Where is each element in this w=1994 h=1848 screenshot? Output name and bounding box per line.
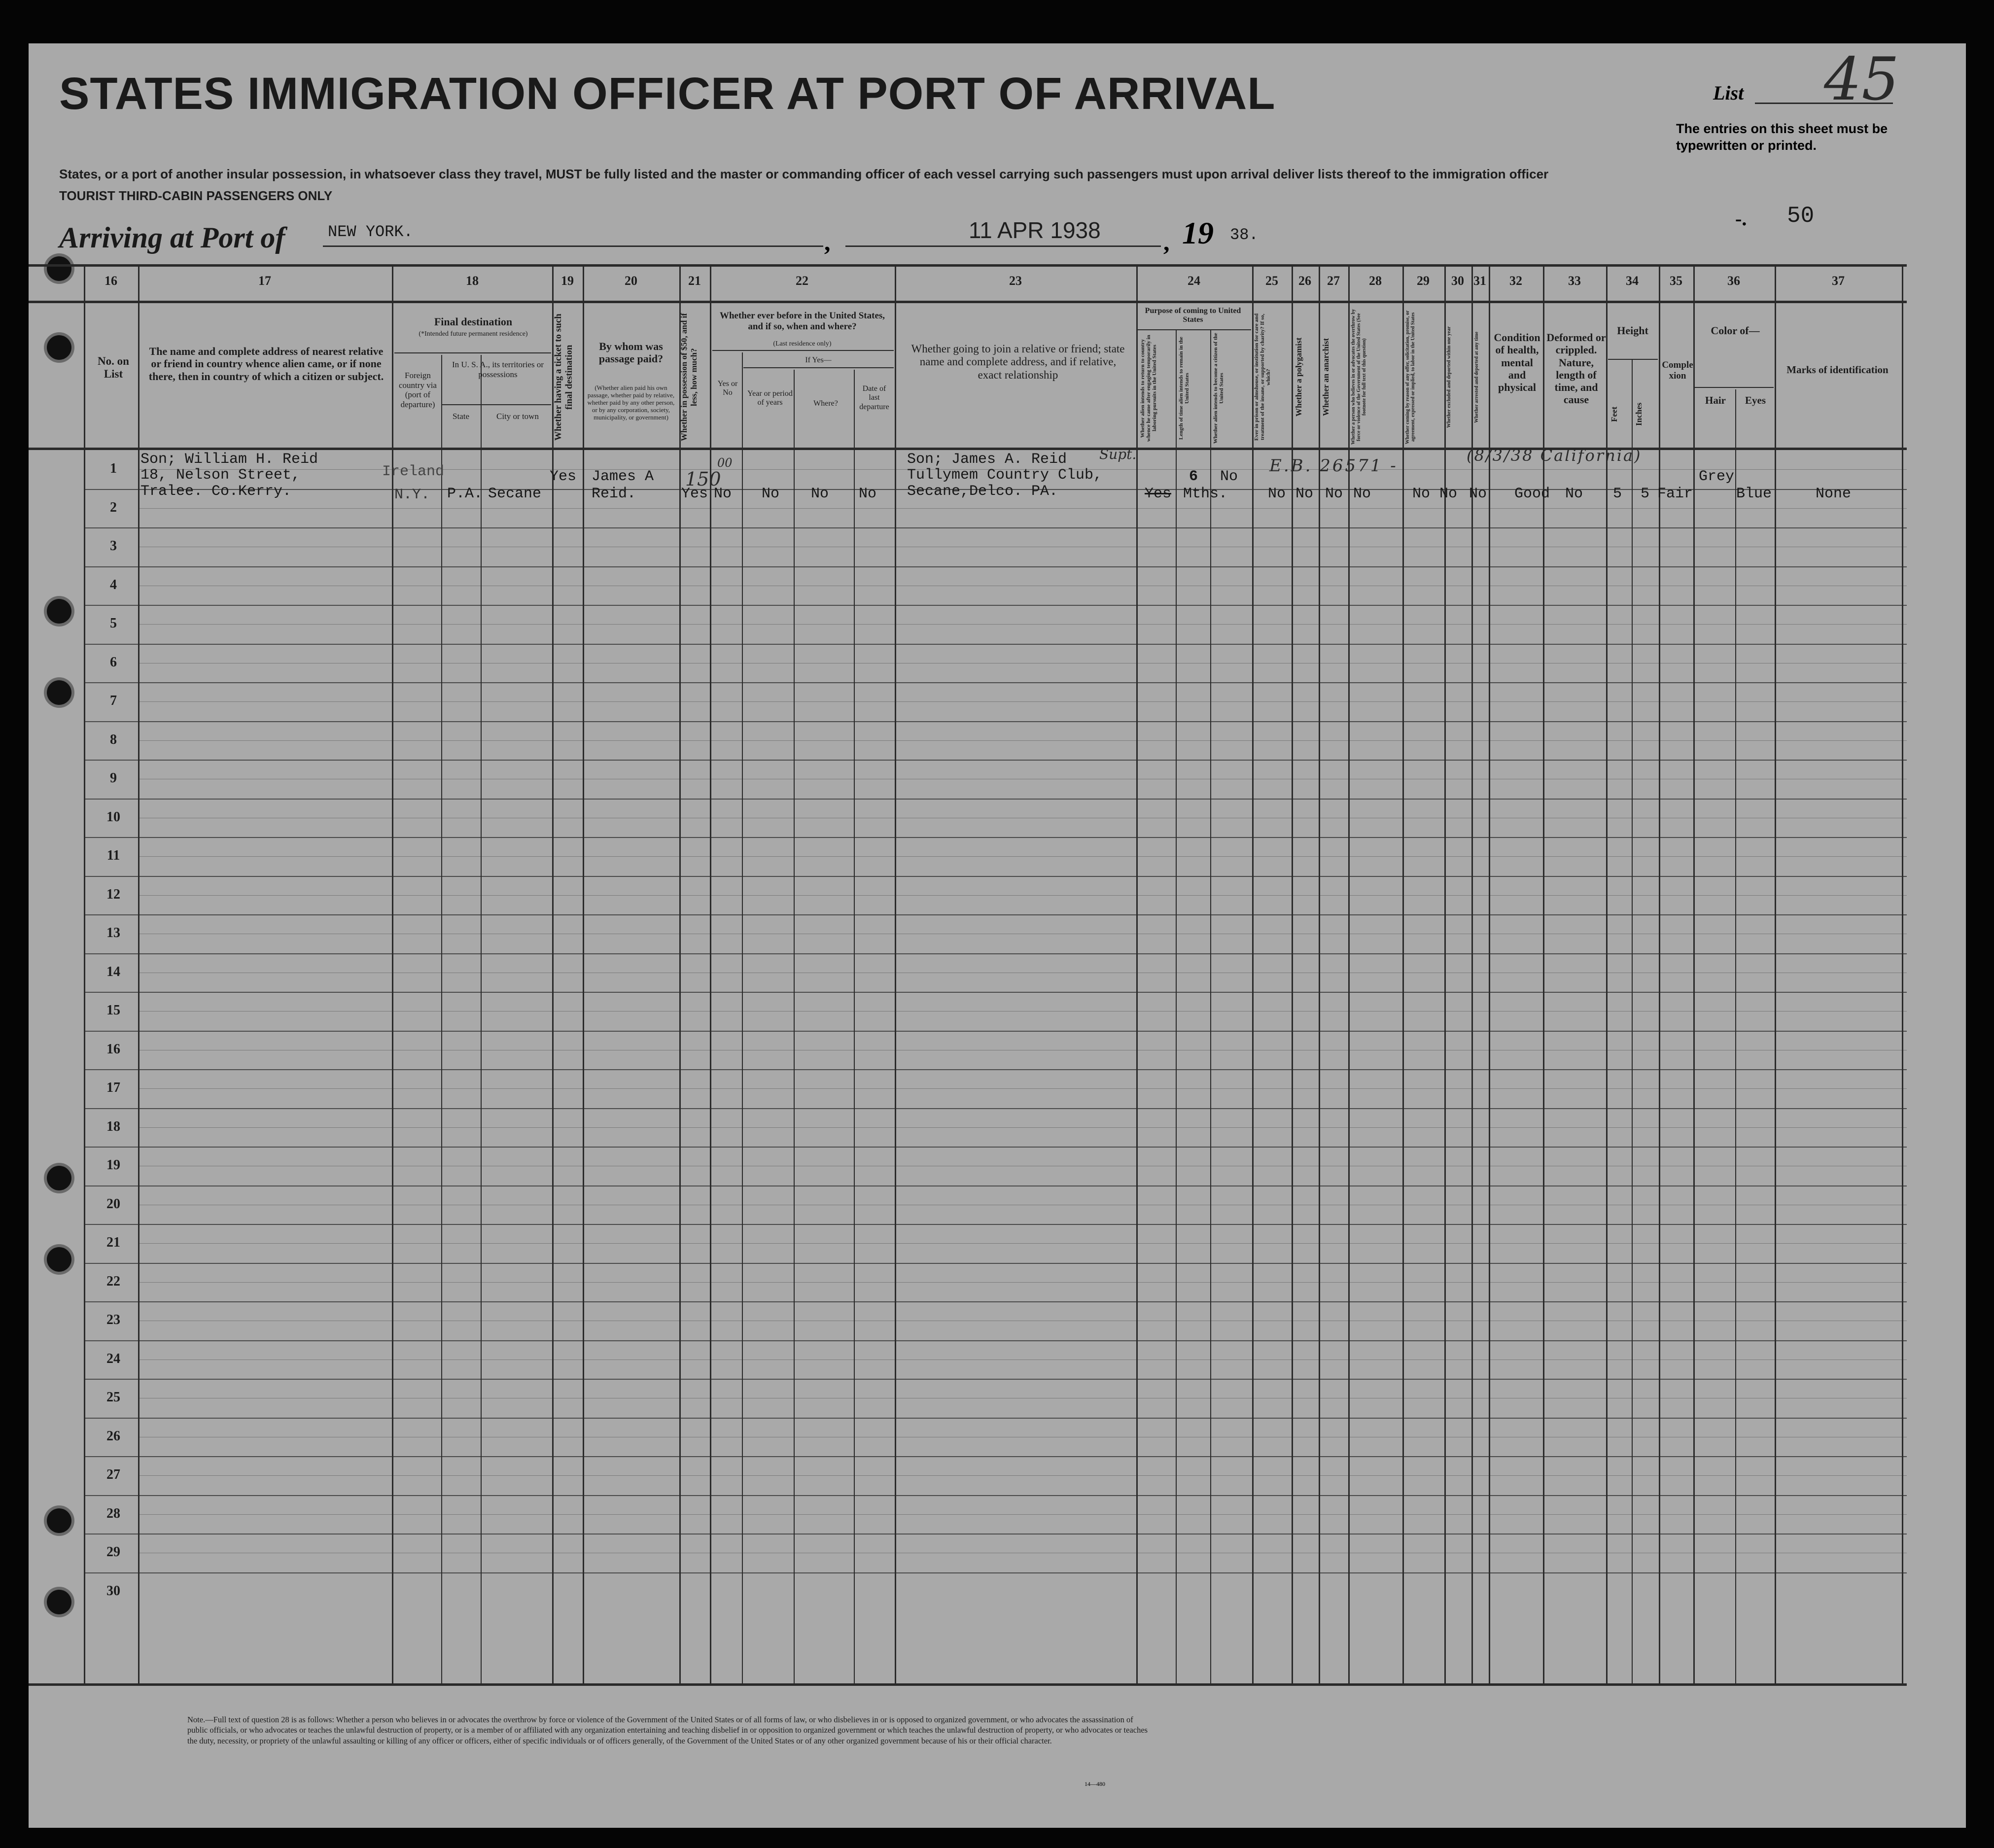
row-number: 10 (106, 809, 120, 825)
column-number: 37 (1832, 274, 1845, 288)
header-purpose: Purpose of coming to United States (1145, 307, 1241, 324)
column-number: 34 (1626, 274, 1639, 288)
header-hair: Hair (1705, 394, 1726, 406)
entry-relative-line1: Son; William H. Reid (140, 451, 318, 468)
row-subline (138, 1514, 1907, 1515)
column-number: 36 (1727, 274, 1740, 288)
row-line (84, 566, 1907, 567)
row-number: 17 (106, 1080, 120, 1095)
colnum-divider (29, 301, 1907, 303)
entry-year-period: No (762, 486, 780, 502)
column-rule (1606, 264, 1608, 1684)
header-sub-rule (1138, 329, 1251, 330)
column-rule (1348, 264, 1350, 1684)
port-value: NEW YORK. (328, 223, 413, 241)
entry-annotation-ca: (8/3/38 California) (1467, 446, 1642, 465)
entry-join-line2: Tullymem Country Club, (907, 467, 1103, 484)
entry-health: Good (1514, 486, 1550, 502)
header-complexion: Complexion (1662, 360, 1693, 381)
entry-join-note: Supt. (1099, 446, 1137, 462)
entry-date-departure: No (859, 486, 877, 502)
column-rule (1402, 264, 1404, 1684)
row-number: 12 (106, 887, 120, 902)
entry-paid-by-1: James A (592, 468, 654, 485)
page-title: STATES IMMIGRATION OFFICER AT PORT OF ARRIVAL (59, 69, 1276, 119)
binder-hole (47, 335, 71, 360)
column-number: 31 (1473, 274, 1486, 288)
row-line (84, 682, 1907, 683)
row-line (84, 1572, 1907, 1573)
date-stamp: 11 APR 1938 (969, 217, 1101, 243)
row-number: 19 (106, 1157, 120, 1173)
header-final-destination-sub: (*Intended future permanent residence) (419, 330, 528, 338)
row-number: 18 (106, 1119, 120, 1134)
row-line (84, 644, 1907, 645)
column-number: 23 (1009, 274, 1022, 288)
manifest-sheet (29, 43, 1966, 1828)
year-comma: , (1163, 228, 1170, 256)
binder-hole (47, 1247, 71, 1272)
row-line (84, 1418, 1907, 1419)
row-number: 27 (106, 1467, 120, 1482)
header-year-period: Year or period of years (747, 389, 793, 407)
column-rule (138, 264, 140, 1684)
entry-annotation-eb: E.B. 26571 - (1269, 456, 1398, 476)
column-rule (1136, 264, 1138, 1684)
header-ever-before-sub: (Last residence only) (773, 340, 832, 348)
header-q29: Whether coming by reason of any offer, solicitation, promise, or agreement, expressed or implied, to labor in the United States (1405, 310, 1416, 444)
column-number: 18 (466, 274, 479, 288)
row-line (84, 1495, 1907, 1496)
header-eyes: Eyes (1745, 394, 1766, 406)
row-number: 1 (110, 461, 117, 476)
date-comma: , (824, 228, 831, 256)
row-line (84, 1340, 1907, 1341)
column-number: 24 (1188, 274, 1200, 288)
column-rule (895, 264, 896, 1684)
year-suffix: 38. (1230, 226, 1259, 244)
row-number: 7 (110, 693, 117, 708)
column-number: 16 (105, 274, 117, 288)
row-line (84, 1147, 1907, 1148)
header-sub-rule (712, 350, 894, 351)
arriving-label: Arriving at Port of (59, 221, 285, 254)
entry-citizen: No (1220, 468, 1238, 485)
column-rule (583, 264, 584, 1684)
class-line: TOURIST THIRD-CABIN PASSENGERS ONLY (59, 188, 333, 203)
entry-q29: No (1412, 486, 1431, 502)
header-sub-rule (394, 352, 551, 353)
column-number: 22 (796, 274, 808, 288)
header-height: Height (1617, 324, 1648, 337)
entry-complexion: Fair (1657, 486, 1693, 502)
header-sub-rule (743, 367, 894, 368)
row-line (84, 799, 1907, 800)
sub-column-rule (854, 370, 855, 1684)
header-color-of: Color of— (1711, 324, 1760, 337)
header-join-relative: Whether going to join a relative or friend; state name and complete address, and if relative, exact relationship (911, 343, 1125, 381)
entry-join-line1: Son; James A. Reid (907, 451, 1067, 468)
header-q31: Whether arrested and deported at any time (1474, 331, 1479, 423)
entry-polygamist: No (1295, 486, 1314, 502)
entry-eyes: Blue (1736, 486, 1772, 502)
header-where: Where? (813, 399, 838, 408)
header-deformed: Deformed or crippled. Nature, length of time, and cause (1546, 331, 1606, 406)
row-line (84, 876, 1907, 877)
row-line (84, 760, 1907, 761)
row-number: 16 (106, 1042, 120, 1057)
row-subline (138, 508, 1907, 509)
entry-anarchist: No (1325, 486, 1343, 502)
column-number: 30 (1451, 274, 1464, 288)
footnote-q28: Note.—Full text of question 28 is as follows: Whether a person who believes in or advocates the overthrow by force or violence of the Government of the United States or of all forms of law, or who disbelieves in or is opposed to organized government, or who advocates the assassination of public officials, or who advocates or teaches the unlawful destruction of property, or is a member of or affiliated with any organization entertaining and teaching disbelief in or opposition to organized government or which teaches the unlawful destruction of property, or who advocates or teaches the duty, necessity, or propriety of the unlawful assaulting or killing of any officer or officers, either of specific individuals or of officers generally, of the Government of the United States or of any other organized government because of his or their official character. (187, 1715, 1148, 1745)
entry-port-departure: N.Y. (394, 487, 430, 503)
row-number: 24 (106, 1351, 120, 1366)
row-number: 15 (106, 1003, 120, 1018)
table-bottom-border (29, 1683, 1907, 1686)
header-polygamist: Whether a polygamist (1294, 337, 1303, 417)
column-rule (1319, 264, 1320, 1684)
column-number: 17 (258, 274, 271, 288)
column-rule (679, 264, 681, 1684)
column-number: 21 (688, 274, 701, 288)
column-number: 26 (1298, 274, 1311, 288)
header-state: State (453, 412, 469, 421)
row-subline (138, 1088, 1907, 1089)
row-subline (138, 1243, 1907, 1244)
row-number: 30 (106, 1583, 120, 1599)
header-yes-no: Yes or No (717, 380, 738, 397)
row-line (84, 527, 1907, 528)
header-become-citizen: Whether alien intends to become a citizen of the United States (1213, 333, 1224, 444)
entry-money-cents: 00 (717, 456, 733, 470)
header-q28: Whether a person who believes in or advocates the overthrow by force or violence of the Government of the United States (See footnote for full text of this question) (1351, 309, 1367, 445)
row-number: 29 (106, 1544, 120, 1560)
row-subline (138, 895, 1907, 896)
row-number: 5 (110, 616, 117, 631)
binder-hole (47, 256, 71, 281)
instruction-text: States, or a port of another insular possession, in whatsoever class they travel, MUST be fully listed and the master or commanding officer of each vessel carrying such passengers must upon arrival deliver lists thereof to the immigration officer (59, 167, 1549, 181)
header-purpose-return: Whether alien intends to return to country whence he came after engaging temporarily in laboring pursuits in the United States (1140, 335, 1157, 442)
row-number: 14 (106, 964, 120, 979)
header-sub-rule (1695, 387, 1774, 388)
sub-column-rule (481, 355, 482, 1684)
sub-column-rule (794, 370, 795, 1684)
row-number: 26 (106, 1429, 120, 1444)
header-passage-paid-sub: (Whether alien paid his own passage, whether paid by relative, whether paid by any other person, or by any corporation, society, municipality, or government) (587, 384, 675, 421)
page-mark: 50 (1787, 203, 1815, 229)
row-subline (138, 701, 1907, 702)
column-rule (1659, 264, 1660, 1684)
sub-column-rule (441, 355, 442, 1684)
year-prefix: 19 (1182, 215, 1214, 250)
row-subline (138, 1282, 1907, 1283)
sub-column-rule (1632, 360, 1633, 1684)
row-subline (138, 856, 1907, 857)
form-number: 14—480 (1084, 1780, 1105, 1787)
column-rule (1775, 264, 1776, 1684)
entry-relative-line3: Tralee. Co.Kerry. (140, 483, 292, 500)
row-number: 25 (106, 1390, 120, 1405)
entry-city: Secane (488, 486, 542, 502)
row-number: 11 (106, 848, 120, 863)
column-number: 28 (1369, 274, 1382, 288)
column-rule (1252, 264, 1254, 1684)
row-number: 13 (106, 925, 120, 941)
header-ticket: Whether having a ticket to such final destination (553, 314, 574, 441)
row-number: 23 (106, 1312, 120, 1327)
row-number: 20 (106, 1196, 120, 1212)
row-number: 2 (110, 500, 117, 515)
row-line (84, 1031, 1907, 1032)
column-number: 27 (1327, 274, 1340, 288)
header-no-on-list: No. on List (98, 355, 129, 381)
sub-column-rule (1210, 330, 1211, 1684)
entry-q28: No (1353, 486, 1371, 502)
column-rule (1292, 264, 1293, 1684)
header-sub-rule (441, 404, 551, 405)
header-prison: Ever in prison or almshouse, or institution for care and treatment of the insane, or supported by charity? If so, which? (1254, 313, 1271, 441)
entry-hair: Grey (1699, 468, 1735, 485)
row-subline (138, 740, 1907, 741)
column-number: 35 (1670, 274, 1682, 288)
entry-inches: 5 (1641, 486, 1650, 502)
entry-purpose-return: Yes (1145, 486, 1172, 502)
row-subline (138, 1127, 1907, 1128)
row-line (84, 1379, 1907, 1380)
column-number: 33 (1568, 274, 1581, 288)
entry-money-amount: 150 (685, 468, 721, 490)
header-foreign-country: Foreign country via (port of departure) (399, 371, 437, 409)
entry-q30: No (1439, 486, 1458, 502)
sub-column-rule (1735, 389, 1736, 1684)
header-inches: Inches (1634, 402, 1644, 426)
header-length-stay: Length of time alien intends to remain in the United States (1178, 337, 1190, 440)
column-rule (1489, 264, 1490, 1684)
row-subline (138, 624, 1907, 625)
row-line (84, 1069, 1907, 1070)
entry-prison: No (1268, 486, 1286, 502)
header-relative: The name and complete address of nearest relative or friend in country whence alien came, or if none there, then in country of which a citizen or subject. (148, 345, 384, 383)
header-passage-paid: By whom was passage paid? (598, 340, 664, 365)
header-if-yes: If Yes— (805, 356, 832, 364)
header-sub-rule (1608, 359, 1658, 360)
entry-ticket: Yes (550, 468, 577, 485)
row-line (84, 721, 1907, 722)
row-number: 6 (110, 655, 117, 670)
entry-money-yes: Yes (681, 486, 708, 502)
row-line (84, 914, 1907, 915)
header-city: City or town (496, 412, 539, 421)
header-marks: Marks of identification (1786, 364, 1889, 376)
list-number: 45 (1824, 45, 1899, 114)
row-number: 3 (110, 538, 117, 554)
row-line (84, 1108, 1907, 1109)
row-line (84, 992, 1907, 993)
row-line (84, 1456, 1907, 1457)
column-number: 19 (561, 274, 574, 288)
header-final-destination: Final destination (434, 315, 513, 328)
row-subline (138, 1475, 1907, 1476)
entry-state: P.A. (447, 486, 483, 502)
row-number: 21 (106, 1235, 120, 1250)
row-number: 4 (110, 577, 117, 593)
entry-where: No (811, 486, 829, 502)
header-date-departure: Date of last departure (859, 384, 889, 411)
column-number: 29 (1417, 274, 1430, 288)
table-top-border (29, 264, 1907, 267)
entry-deformed: No (1565, 486, 1583, 502)
header-money: Whether in possession of $50, and if less, how much? (679, 313, 699, 441)
sub-column-rule (1176, 330, 1177, 1684)
row-line (84, 1224, 1907, 1225)
entry-marks: None (1816, 486, 1852, 502)
column-number: 25 (1265, 274, 1278, 288)
row-number: 8 (110, 732, 117, 747)
page-mark-prefix: -. (1735, 208, 1747, 230)
header-in-usa: In U. S. A., its territories or possessions (452, 360, 544, 379)
entry-feet: 5 (1613, 486, 1622, 502)
column-number: 20 (625, 274, 637, 288)
header-feet: Feet (1609, 406, 1619, 422)
entry-join-line3: Secane,Delco. PA. (907, 483, 1058, 500)
row-line (84, 953, 1907, 954)
sub-column-rule (742, 352, 743, 1684)
entry-relative-line2: 18, Nelson Street, (140, 467, 301, 484)
row-line (84, 605, 1907, 606)
row-line (84, 1301, 1907, 1302)
list-label: List (1713, 82, 1744, 104)
row-number: 9 (110, 770, 117, 786)
row-number: 28 (106, 1506, 120, 1521)
header-ever-before: Whether ever before in the United States, and if so, when and where? (719, 311, 885, 332)
typewritten-note: The entries on this sheet must be typewritten or printed. (1676, 121, 1888, 153)
header-q30: Whether excluded and deported within one year (1446, 326, 1452, 428)
row-number: 22 (106, 1274, 120, 1289)
column-rule (1693, 264, 1695, 1684)
column-rule (84, 264, 85, 1684)
date-underline (845, 245, 1161, 247)
column-rule (1902, 264, 1903, 1684)
entry-q31: No (1469, 486, 1487, 502)
column-number: 32 (1509, 274, 1522, 288)
column-rule (1471, 264, 1473, 1684)
row-line (84, 837, 1907, 838)
entry-before-us: No (714, 486, 732, 502)
entry-paid-by-2: Reid. (592, 486, 636, 502)
entry-length-unit: Mths. (1183, 486, 1228, 502)
entry-foreign-country: Ireland (382, 463, 445, 480)
header-anarchist: Whether an anarchist (1321, 338, 1330, 417)
row-line (84, 1263, 1907, 1264)
entry-length-stay: 6 (1189, 468, 1198, 485)
column-rule (1444, 264, 1446, 1684)
column-rule (1543, 264, 1544, 1684)
port-underline (323, 245, 823, 247)
header-health: Condition of health, mental and physical (1494, 331, 1540, 394)
